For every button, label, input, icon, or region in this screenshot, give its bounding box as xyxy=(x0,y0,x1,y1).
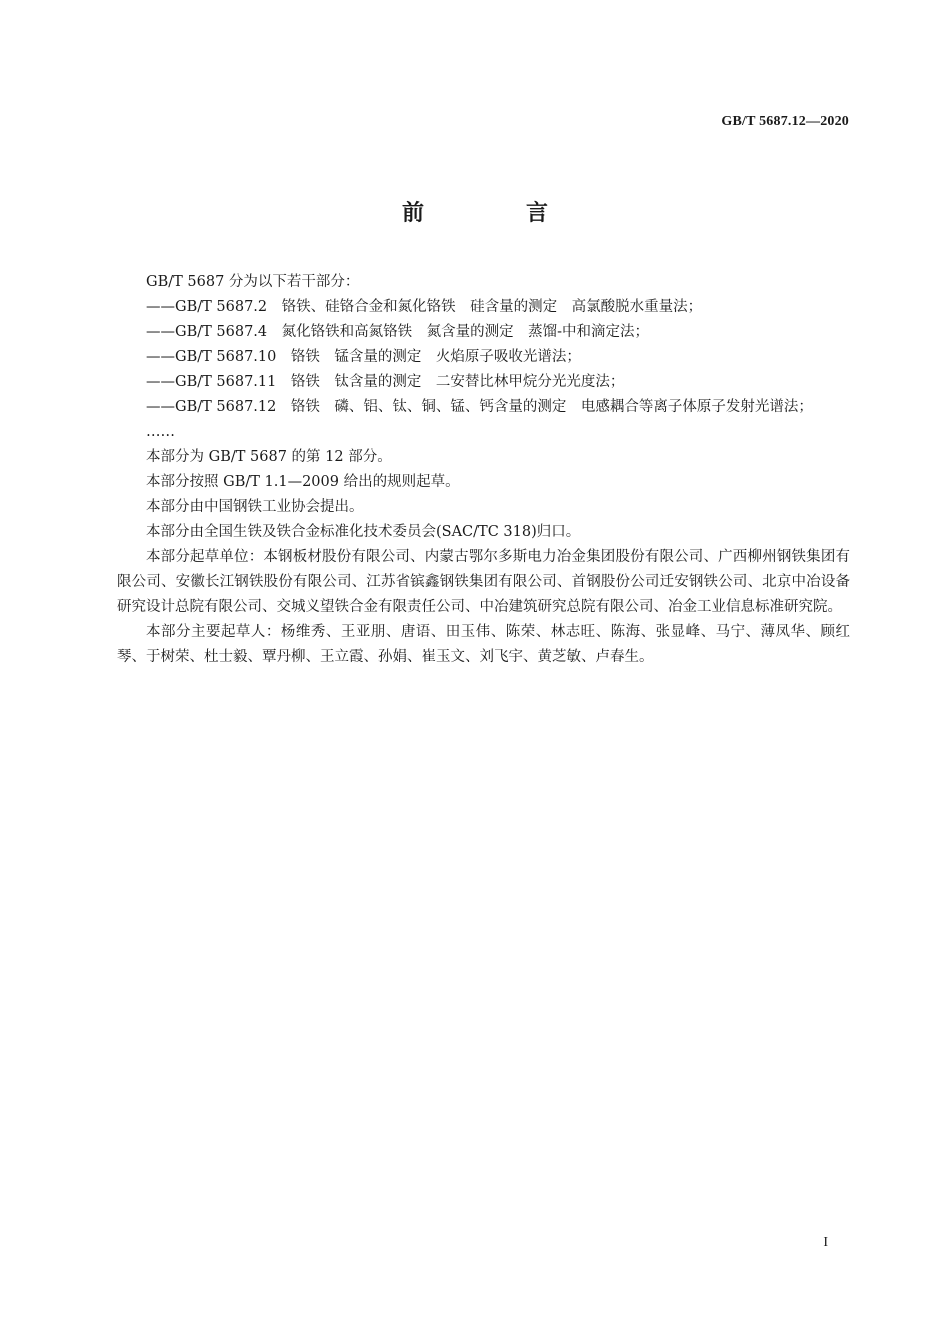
standard-number: GB/T 5687.12—2020 xyxy=(721,114,849,129)
paragraph: 本部分为 GB/T 5687 的第 12 部分。 xyxy=(146,449,392,465)
document-body xyxy=(117,270,850,670)
intro-paragraph: GB/T 5687 分为以下若干部分： xyxy=(146,274,360,290)
list-item: ——GB/T 5687.4 氮化铬铁和高氮铬铁 氮含量的测定 蒸馏-中和滴定法； xyxy=(146,324,650,340)
drafting-units-paragraph: 本部分起草单位：本钢板材股份有限公司、内蒙古鄂尔多斯电力冶金集团股份有限公司、广西柳州钢铁集团有限公司、安徽长江钢铁股份有限公司、江苏省镔鑫钢铁集团有限公司、首钢股份公司迁安钢铁公司、北京中冶设备研究设计总院有限公司、交城义望铁合金有限责任公司、中冶建筑研究总院有限公司、冶金工业信息标准研究院。 xyxy=(117,549,850,615)
list-item: ——GB/T 5687.2 铬铁、硅铬合金和氮化铬铁 硅含量的测定 高氯酸脱水重量法； xyxy=(146,299,703,315)
page-number: I xyxy=(823,1235,828,1250)
drafters-paragraph: 本部分主要起草人：杨维秀、王亚朋、唐语、田玉伟、陈荣、林志旺、陈海、张显峰、马宁、薄凤华、顾红琴、于树荣、杜士毅、覃丹柳、王立霞、孙娟、崔玉文、刘飞宇、黄芝敏、卢春生。 xyxy=(117,624,850,665)
list-item: ——GB/T 5687.11 铬铁 钛含量的测定 二安替比林甲烷分光光度法； xyxy=(146,374,625,390)
list-item: ——GB/T 5687.12 铬铁 磷、铝、钛、铜、锰、钙含量的测定 电感耦合等离子体原子发射光谱法； xyxy=(146,399,813,415)
paragraph: 本部分由中国钢铁工业协会提出。 xyxy=(146,499,364,515)
paragraph: 本部分由全国生铁及铁合金标准化技术委员会(SAC/TC 318)归口。 xyxy=(146,524,581,540)
paragraph: 本部分按照 GB/T 1.1—2009 给出的规则起草。 xyxy=(146,474,460,490)
page-title: 前 言 xyxy=(401,200,588,226)
list-item: ——GB/T 5687.10 铬铁 锰含量的测定 火焰原子吸收光谱法； xyxy=(146,349,581,365)
ellipsis: …… xyxy=(146,424,175,440)
